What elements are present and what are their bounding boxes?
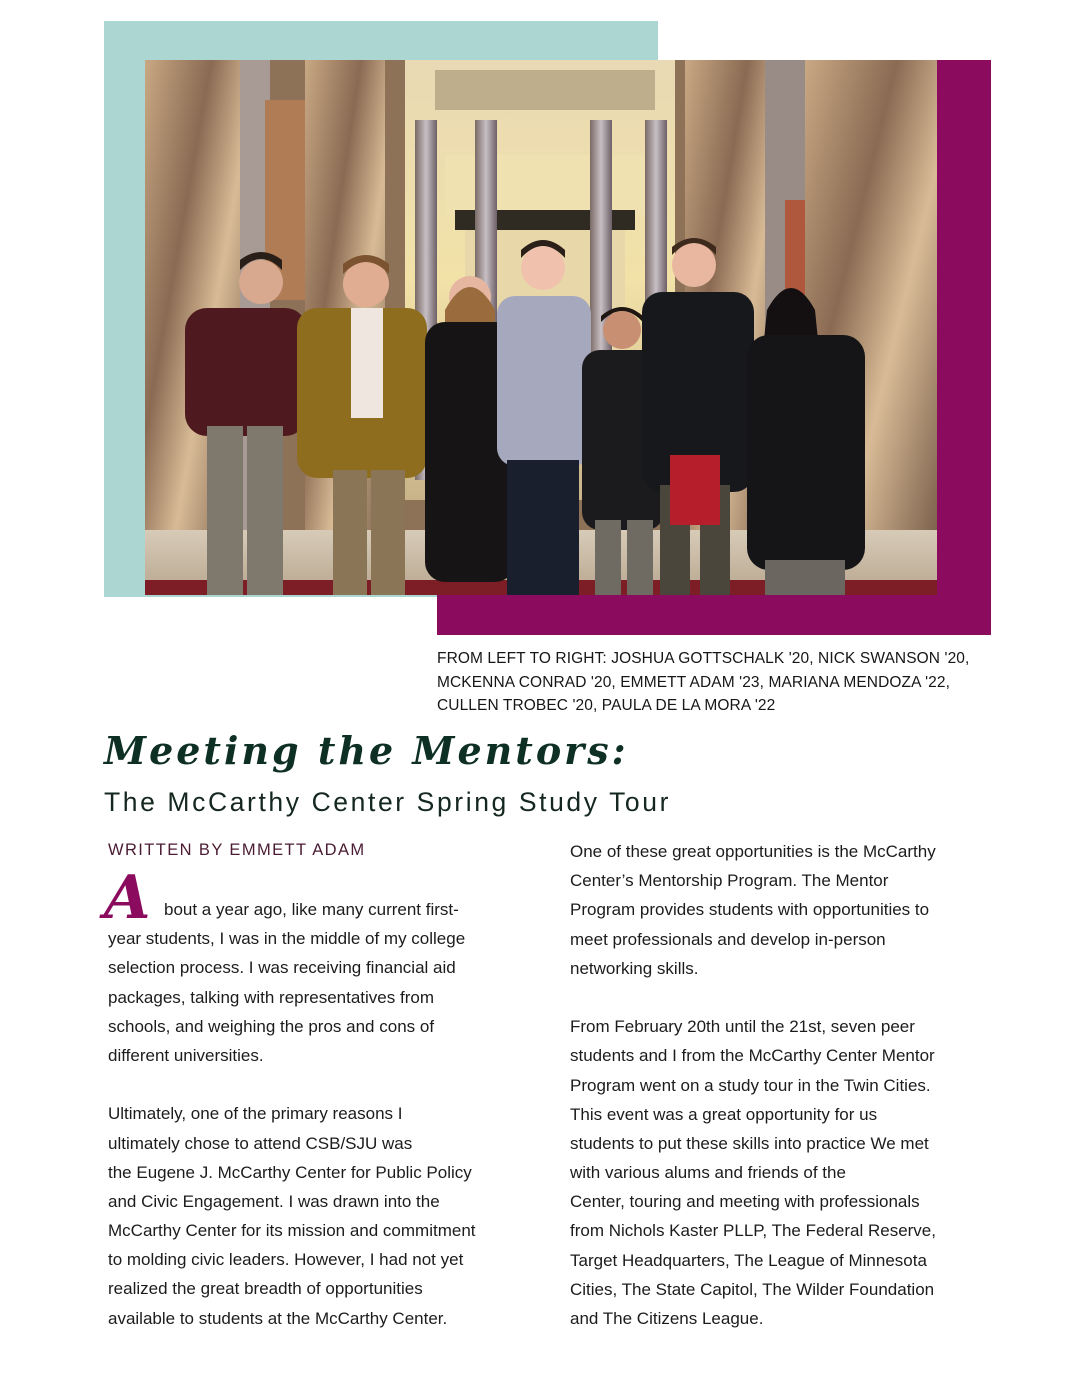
caption-line: FROM LEFT TO RIGHT: JOSHUA GOTTSCHALK '20, NICK SWANSON '20, xyxy=(437,650,970,667)
paragraph-gap xyxy=(108,1070,538,1099)
body-line: realized the great breadth of opportunities xyxy=(108,1279,423,1299)
drop-cap: A xyxy=(104,863,151,933)
photo-caption xyxy=(437,647,1047,718)
body-line: networking skills. xyxy=(570,958,699,978)
body-line: Center’s Mentorship Program. The Mentor xyxy=(570,871,889,891)
body-line: selection process. I was receiving financial aid xyxy=(108,958,456,978)
body-line: the Eugene J. McCarthy Center for Public Policy xyxy=(108,1162,472,1182)
body-line: and The Citizens League. xyxy=(570,1309,764,1328)
body-line: and Civic Engagement. I was drawn into the xyxy=(108,1191,440,1211)
body-line: available to students at the McCarthy Center. xyxy=(108,1308,448,1328)
body-line: One of these great opportunities is the McCarthy xyxy=(570,842,936,861)
body-line: Target Headquarters, The League of Minnesota xyxy=(570,1250,927,1270)
body-line: From February 20th until the 21st, seven peer xyxy=(570,1017,915,1037)
body-line: with various alums and friends of the xyxy=(570,1163,846,1183)
article-subtitle: The McCarthy Center Spring Study Tour xyxy=(104,787,672,817)
body-line: Ultimately, one of the primary reasons I xyxy=(108,1104,403,1124)
caption-line: MCKENNA CONRAD '20, EMMETT ADAM '23, MARIANA MENDOZA '22, xyxy=(437,673,950,691)
right-column xyxy=(570,837,1000,1333)
article-title: Meeting the Mentors: xyxy=(104,728,629,773)
body-line: Program went on a study tour in the Twin Cities. xyxy=(570,1075,931,1095)
caption-line: CULLEN TROBEC '20, PAULA DE LA MORA '22 xyxy=(437,697,776,714)
body-line: year students, I was in the middle of my college xyxy=(108,929,466,949)
body-line: students to put these skills into practice We met xyxy=(570,1133,929,1153)
body-line: ultimately chose to attend CSB/SJU was xyxy=(108,1133,413,1153)
body-line: Center, touring and meeting with professionals xyxy=(570,1192,920,1212)
group-photo xyxy=(145,60,937,595)
left-column xyxy=(108,895,538,1333)
body-line: This event was a great opportunity for us xyxy=(570,1104,878,1124)
paragraph-gap xyxy=(570,983,1000,1012)
body-line: Program provides students with opportunities to xyxy=(570,900,930,920)
body-line: schools, and weighing the pros and cons of xyxy=(108,1016,435,1036)
author-byline: WRITTEN BY EMMETT ADAM xyxy=(108,841,366,859)
body-line: to molding civic leaders. However, I had not yet xyxy=(108,1250,464,1270)
body-line: different universities. xyxy=(108,1045,264,1065)
body-line: students and I from the McCarthy Center Mentor xyxy=(570,1046,935,1066)
body-line: bout a year ago, like many current first- xyxy=(164,900,459,919)
body-line: meet professionals and develop in-person xyxy=(570,929,886,949)
body-line: Cities, The State Capitol, The Wilder Foundation xyxy=(570,1279,935,1299)
body-line: McCarthy Center for its mission and commitment xyxy=(108,1221,476,1241)
body-line: from Nichols Kaster PLLP, The Federal Reserve, xyxy=(570,1221,936,1241)
body-line: packages, talking with representatives from xyxy=(108,987,434,1007)
